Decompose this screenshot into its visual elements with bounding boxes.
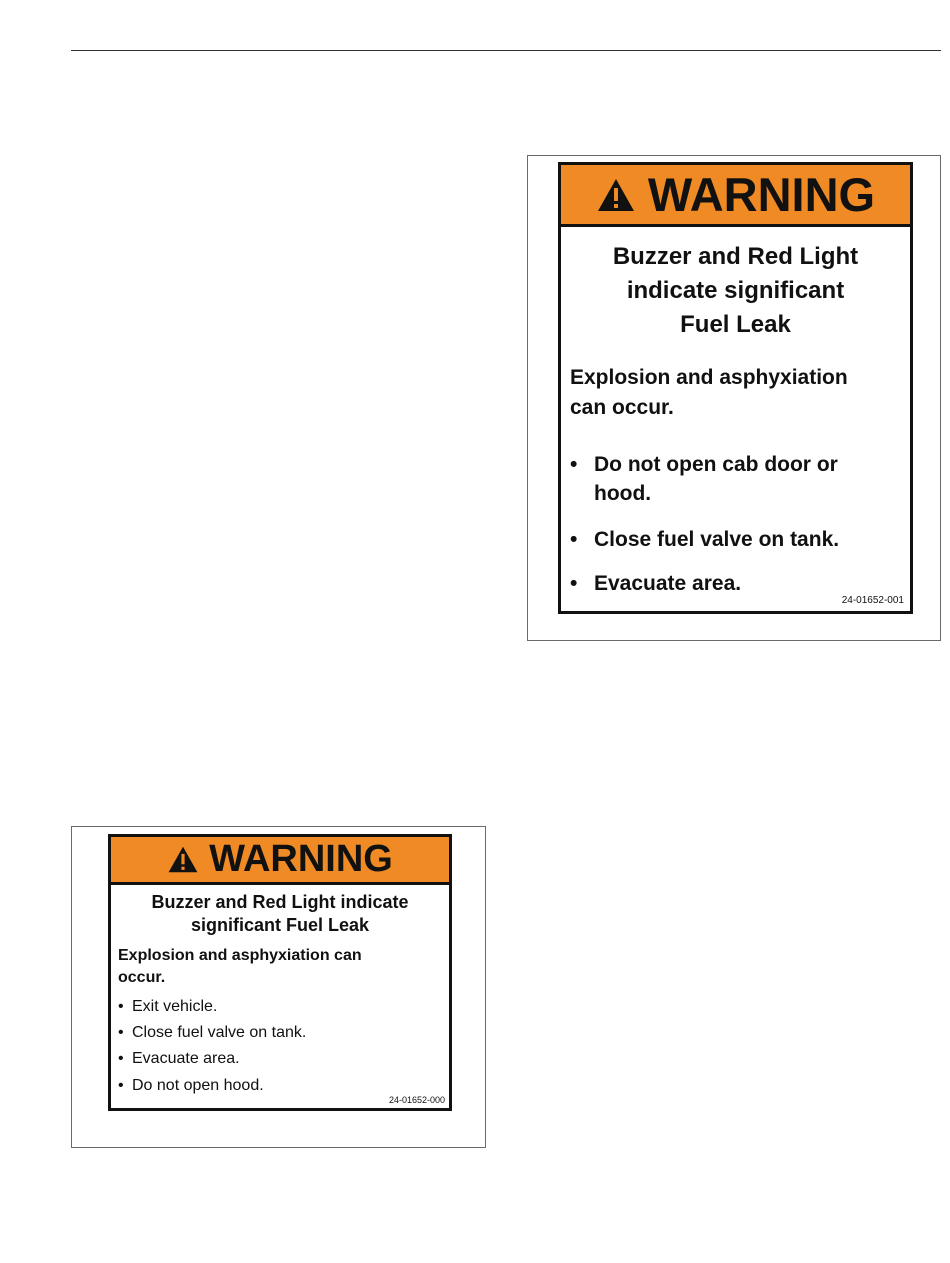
subhead-line: occur. <box>118 969 166 986</box>
bullet-item <box>570 450 900 508</box>
label-subhead <box>118 945 448 989</box>
subhead-line: Explosion and asphyxiation can <box>118 947 362 964</box>
bullet-text: Exit vehicle. <box>132 998 218 1015</box>
bullet-item <box>118 1023 448 1043</box>
headline-line: Buzzer and Red Light <box>612 243 859 270</box>
headline-line: indicate significant <box>626 277 845 304</box>
label-headline <box>111 891 449 937</box>
warning-banner <box>561 165 910 227</box>
bullet-item <box>570 525 900 554</box>
headline-line: Fuel Leak <box>680 311 791 338</box>
header-rule <box>71 50 941 51</box>
warning-triangle-icon <box>596 177 636 213</box>
bullet-item <box>118 997 448 1017</box>
warning-banner-text: WARNING <box>647 168 876 221</box>
label-part-number: 24-01652-000 <box>388 1095 445 1105</box>
bullet-text: Close fuel valve on tank. <box>594 528 840 551</box>
subhead-line: Explosion and asphyxiation <box>570 366 848 389</box>
bullet-icon: • <box>570 572 578 595</box>
figure-frame-warning-label-large <box>527 155 941 641</box>
label-subhead <box>570 363 900 423</box>
bullet-icon: • <box>118 1077 124 1094</box>
headline-line: significant Fuel Leak <box>190 915 370 935</box>
bullet-text: Close fuel valve on tank. <box>132 1024 307 1041</box>
warning-banner-text: WARNING <box>209 838 393 880</box>
bullet-icon: • <box>118 1050 124 1067</box>
bullet-text: Do not open hood. <box>132 1077 264 1094</box>
bullet-icon: • <box>570 453 578 476</box>
bullet-item <box>118 1049 448 1069</box>
bullet-text: Evacuate area. <box>594 572 742 595</box>
bullet-text: Do not open cab door or hood. <box>594 453 838 505</box>
bullet-icon: • <box>118 1024 124 1041</box>
label-part-number: 24-01652-001 <box>841 595 904 606</box>
figure-frame-warning-label-small <box>71 826 486 1148</box>
bullet-icon: • <box>570 528 578 551</box>
label-headline <box>561 240 910 342</box>
warning-triangle-icon <box>167 845 199 874</box>
warning-label-24-01652-000 <box>108 834 452 1111</box>
bullet-icon: • <box>118 998 124 1015</box>
bullet-item <box>570 569 900 598</box>
bullet-item <box>118 1076 448 1096</box>
bullet-text: Evacuate area. <box>132 1050 240 1067</box>
subhead-line: can occur. <box>570 396 674 419</box>
warning-label-24-01652-001 <box>558 162 913 614</box>
headline-line: Buzzer and Red Light indicate <box>151 892 409 912</box>
warning-banner <box>111 837 449 885</box>
